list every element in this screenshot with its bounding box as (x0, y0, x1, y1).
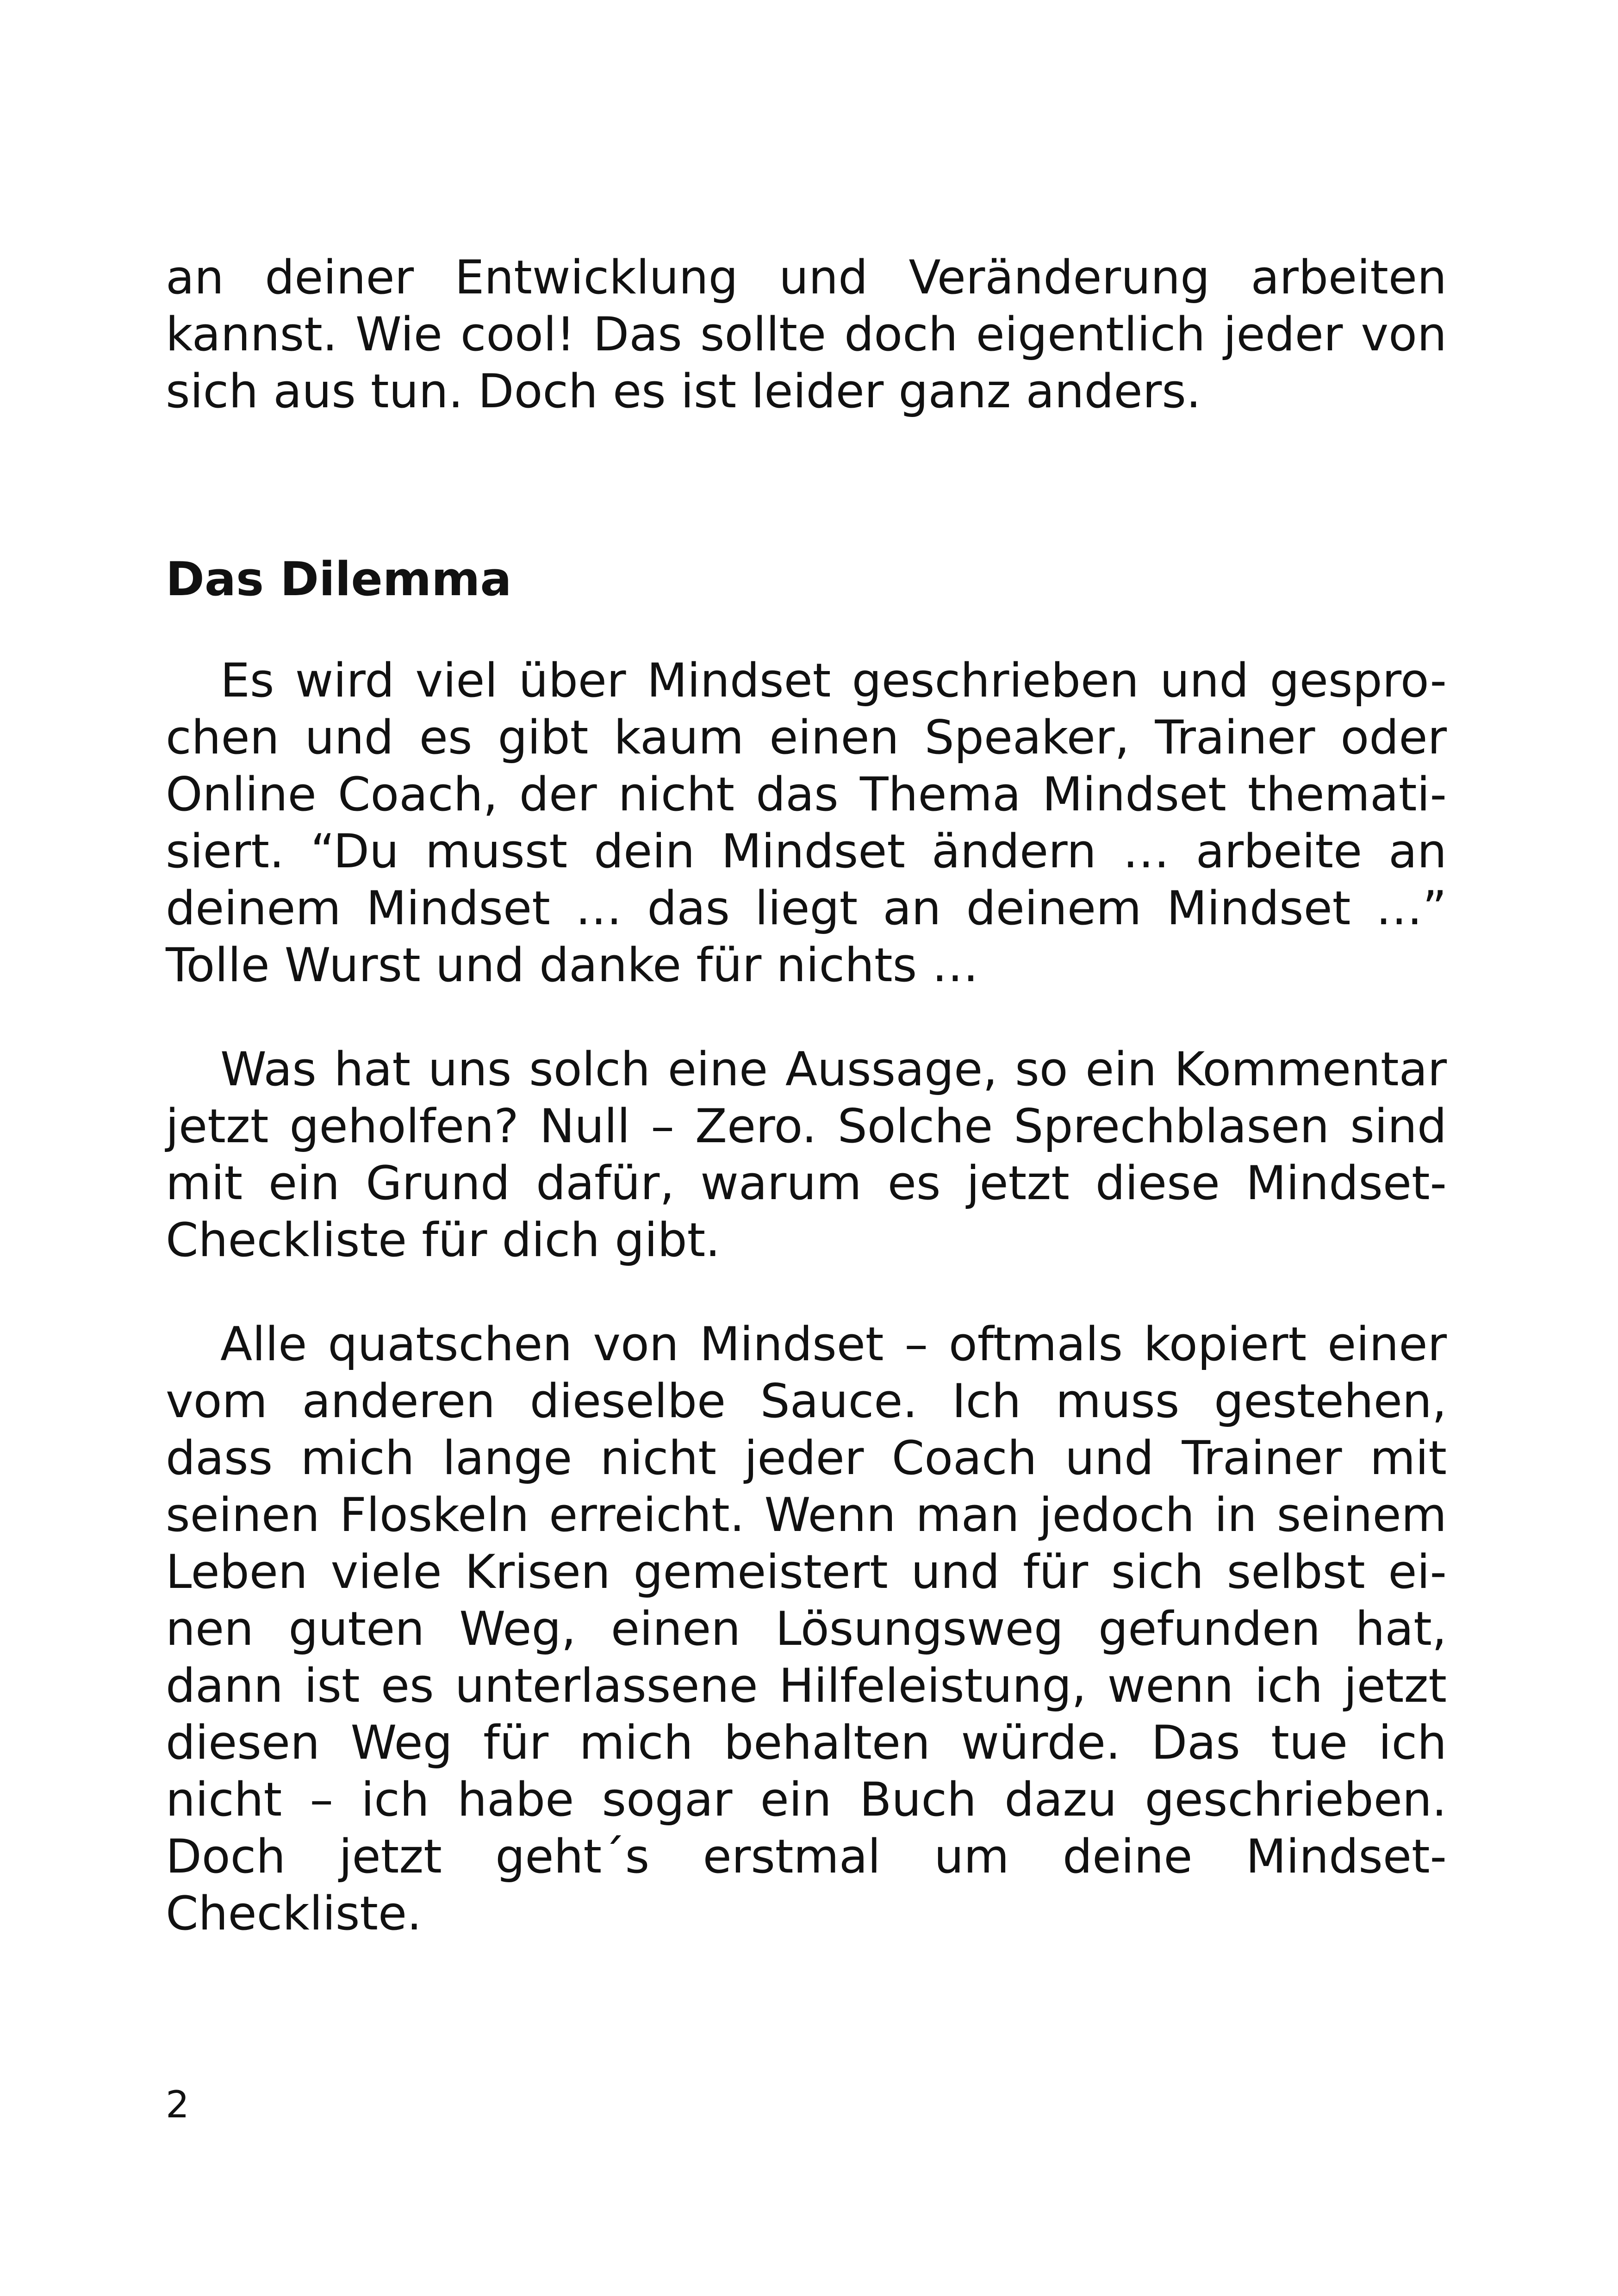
text-line: Alle quatschen von Mindset – oftmals kopiert einer (220, 1317, 1447, 1371)
text-line: deinem Mindset … das liegt an deinem Mindset …” (166, 881, 1447, 935)
intro-paragraph (166, 249, 1447, 420)
text-line: Tolle Wurst und danke für nichts … (166, 938, 979, 992)
text-line: mit ein Grund dafür, warum es jetzt diese Mindset- (166, 1156, 1447, 1210)
text-line: kannst. Wie cool! Das sollte doch eigentlich jeder von (166, 307, 1447, 361)
section-body (166, 652, 1447, 1989)
paragraph-3 (166, 1316, 1447, 1942)
text-line: Es wird viel über Mindset geschrieben und gespro- (220, 653, 1447, 708)
text-line: Checkliste. (166, 1886, 422, 1941)
text-line: chen und es gibt kaum einen Speaker, Trainer oder (166, 710, 1447, 765)
text-line: diesen Weg für mich behalten würde. Das tue ich (166, 1715, 1447, 1770)
text-line: nen guten Weg, einen Lösungsweg gefunden hat, (166, 1601, 1447, 1656)
page-number: 2 (166, 2083, 189, 2126)
text-line: seinen Floskeln erreicht. Wenn man jedoch in seinem (166, 1487, 1447, 1542)
text-line: Doch jetzt geht´s erstmal um deine Mindset- (166, 1829, 1447, 1884)
text-line: siert. “Du musst dein Mindset ändern … arbeite an (166, 824, 1447, 878)
text-line: Checkliste für dich gibt. (166, 1213, 721, 1267)
paragraph-1 (166, 652, 1447, 994)
text-line: Was hat uns solch eine Aussage, so ein Kommentar (220, 1042, 1447, 1096)
text-line: vom anderen dieselbe Sauce. Ich muss gestehen, (166, 1374, 1447, 1428)
text-line: dass mich lange nicht jeder Coach und Trainer mit (166, 1431, 1447, 1485)
text-line: sich aus tun. Doch es ist leider ganz anders. (166, 364, 1201, 418)
text-line: Leben viele Krisen gemeistert und für sich selbst ei- (166, 1544, 1447, 1599)
paragraph-2 (166, 1041, 1447, 1269)
text-line: dann ist es unterlassene Hilfeleistung, wenn ich jetzt (166, 1658, 1447, 1713)
section-heading: Das Dilemma (166, 552, 512, 606)
text-line: jetzt geholfen? Null – Zero. Solche Sprechblasen sind (166, 1099, 1447, 1153)
text-line: an deiner Entwicklung und Veränderung arbeiten (166, 250, 1447, 305)
text-line: Online Coach, der nicht das Thema Mindset themati- (166, 767, 1447, 821)
text-line: nicht – ich habe sogar ein Buch dazu geschrieben. (166, 1772, 1447, 1827)
